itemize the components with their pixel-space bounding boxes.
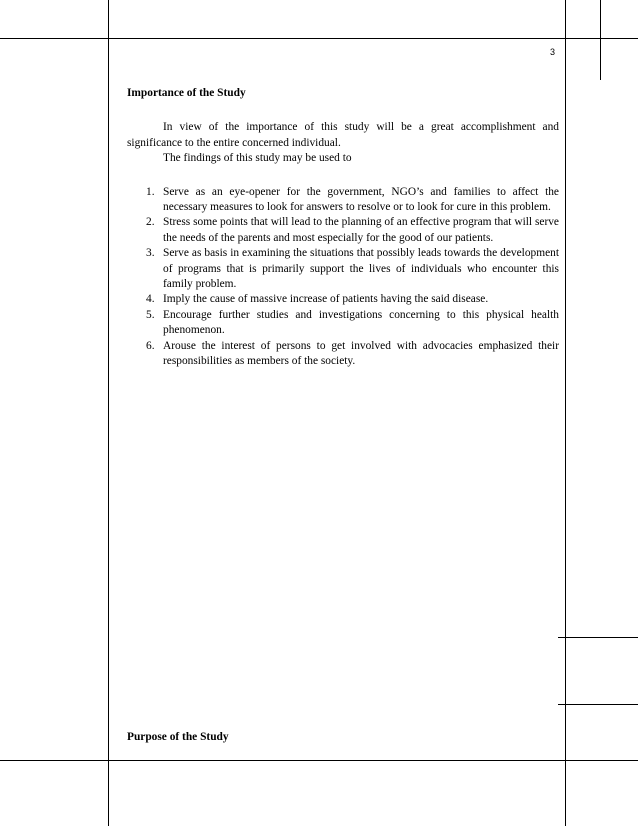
section-heading-purpose: Purpose of the Study bbox=[127, 731, 229, 743]
list-item bbox=[127, 246, 559, 292]
bottom-margin-line bbox=[0, 760, 638, 761]
list-item bbox=[127, 215, 559, 246]
list-item-text: Encourage further studies and investigations concerning to this physical health phenomenon. bbox=[163, 308, 559, 337]
list-number: 1. bbox=[146, 185, 155, 198]
left-margin-line bbox=[108, 0, 109, 826]
list-number: 5. bbox=[146, 308, 155, 321]
outer-right-line-top bbox=[600, 0, 601, 80]
list-item-text: Stress some points that will lead to the planning of an effective program that will serve the needs of the parents and most especially for the good of our patients. bbox=[163, 216, 559, 244]
list-number: 4. bbox=[146, 293, 155, 306]
list-number: 6. bbox=[146, 339, 155, 352]
list-item-text: Serve as basis in examining the situations that possibly leads towards the development of programs that is primarily support the lives of individuals who encounter this family problem. bbox=[163, 247, 559, 291]
page-number: 3 bbox=[550, 47, 556, 57]
top-margin-line bbox=[0, 38, 638, 39]
right-crop-line-2 bbox=[558, 704, 638, 705]
list-item-text: Imply the cause of massive increase of patients having the said disease. bbox=[163, 293, 489, 306]
list-number: 3. bbox=[146, 247, 155, 260]
right-margin-line bbox=[565, 0, 566, 826]
section-heading-importance: Importance of the Study bbox=[127, 87, 246, 99]
intro-paragraph: In view of the importance of this study will be a great accomplishment and significance to the entire concerned individual. bbox=[127, 121, 559, 149]
list-item-text: Arouse the interest of persons to get involved with advocacies emphasized their responsibilities as members of the society. bbox=[163, 339, 559, 368]
list-item bbox=[127, 185, 559, 216]
findings-paragraph: The findings of this study may be used to bbox=[163, 152, 352, 165]
list-item bbox=[127, 292, 559, 307]
document-body bbox=[127, 86, 559, 370]
list-item bbox=[127, 308, 559, 339]
findings-list bbox=[127, 185, 559, 370]
list-item bbox=[127, 339, 559, 370]
right-crop-line-1 bbox=[558, 637, 638, 638]
list-number: 2. bbox=[146, 216, 155, 229]
list-item-text: Serve as an eye-opener for the government, NGO’s and families to affect the necessary measures to look for answers to resolve or to look for cure in this problem. bbox=[163, 185, 559, 214]
